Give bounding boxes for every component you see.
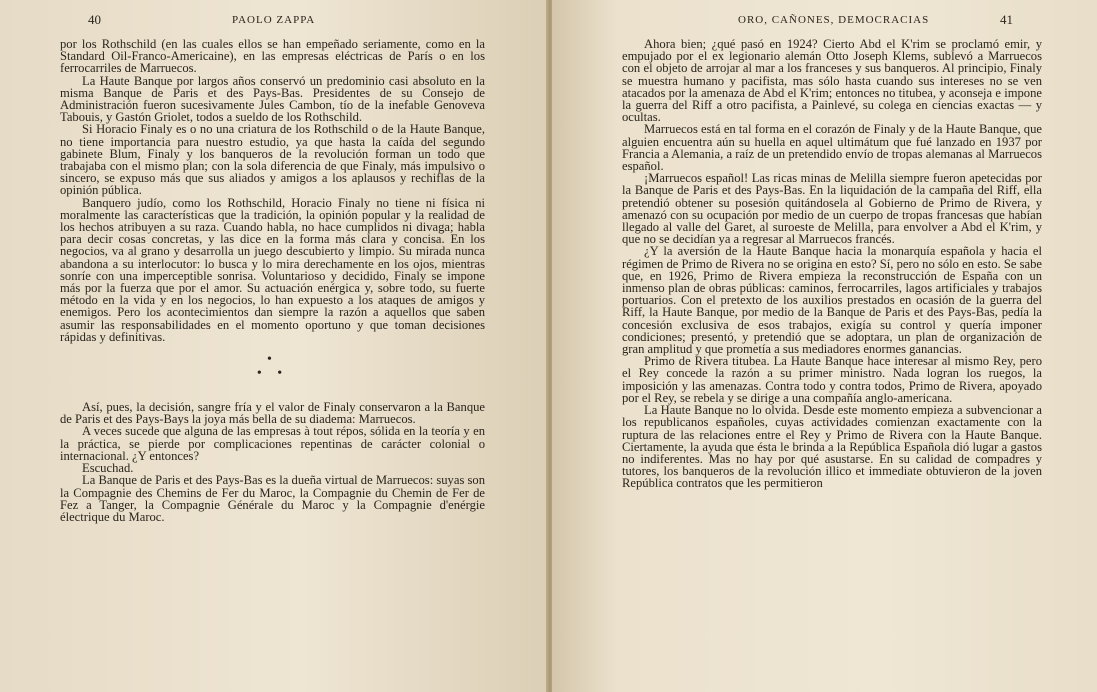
page-number-right: 41: [1000, 12, 1013, 27]
paragraph: Primo de Rivera titubea. La Haute Banque hace interesar al mismo Rey, pero el Rey concede la razón a su primer ministro. Nada logran los ruegos, la imposición y las amenazas. Contra todo y contra todos, Primo de Rivera, apoyado por el Rey, se rebela y se dirige a una compañía anglo-americana.: [622, 354, 1042, 405]
paragraph: La Haute Banque no lo olvida. Desde este momento empieza a subvencionar a los republicanos españoles, cuyas actividades comienzan exactamente con la ruptura de las relaciones entre el Rey y Primo de Rivera con la Haute Banque. Ciertamente, la ayuda que ésta le brinda a la República Española dió lugar a gastos no indiferentes. Mas no hay por qué asustarse. En su calidad de compadres y tutores, los banqueros de la revolución illico et immediate obtuvieron de la joven República contratos que les permitieron: [622, 403, 1042, 491]
paragraph: La Haute Banque por largos años conservó un predominio casi absoluto en la misma Banque de Paris et des Pays-Bas. Presidentes de su Consejo de Administración fueron sucesivamente Jules Cambon, tío de la inefable Genoveva Tabouis, y Gastón Griolet, todos a sueldo de los Rothschild.: [60, 73, 485, 125]
running-head-left: PAOLO ZAPPA: [232, 14, 316, 26]
left-page: [0, 0, 548, 692]
right-page: [552, 0, 1097, 692]
paragraph: Si Horacio Finaly es o no una criatura de los Rothschild o de la Haute Banque, no tiene importancia para nuestro estudio, ya que hasta la caída del segundo gabinete Blum, Finaly y los banqueros de la revolución forman un todo que trabajaba con el mismo plan; con la sola diferencia de que Finaly, más impulsivo o sincero, se expuso más que sus aliados y amigos a los aplausos y rechiflas de la opinión pública.: [60, 122, 485, 198]
right-body-text: [622, 38, 1042, 490]
running-head-right: ORO, CAÑONES, DEMOCRACIAS: [738, 14, 930, 26]
paragraph: Así, pues, la decisión, sangre fría y el valor de Finaly conservaron a la Banque de Paris et des Pays-Bays la joya más bella de su diadema: Marruecos.: [60, 400, 485, 427]
page-number-left: 40: [88, 12, 101, 27]
section-separator: [60, 353, 485, 381]
paragraph: Ahora bien; ¿qué pasó en 1924? Cierto Abd el K'rim se proclamó emir, y empujado por el ex legionario alemán Otto Joseph Klems, sublevó a Marruecos con el objeto de arrojar al mar a los franceses y sus banqueros. Al principio, Finaly se muestra humano y pacifista, mas sólo hasta cuando sus intereses no se ven atacados por la amenaza de Abd el K'rim; entonces no titubea, y aconseja e impone la guerra del Riff a otro pacifista, a Painlevé, su colega en ciencias exactas — y ocultas.: [622, 37, 1042, 125]
paragraph: por los Rothschild (en las cuales ellos se han empeñado seriamente, como en la Standard Oil-Franco-Americaine), en las empresas eléctricas de París o en los ferrocarriles de Marruecos.: [60, 37, 485, 76]
paragraph: ¿Y la aversión de la Haute Banque hacia la monarquía española y hacia el régimen de Primo de Rivera no se origina en esto? Sí, pero no sólo en esto. Se sabe que, en 1926, Primo de Rivera empieza la reconstrucción de España con un inmenso plan de obras públicas: caminos, ferrocarriles, lagos artificiales y trabajos portuarios. Con el pretexto de los auxilios prestados en ocasión de la guerra del Riff, la Haute Banque, por medio de la Banque de Paris et des Pays-Bas, pedía la concesión exclusiva de esos trabajos, exigía su control y quería imponer condiciones; presentó, y pretendió que se adoptara, un plan de organización de gran amplitud y que prometía a sus mediadores enormes ganancias.: [622, 244, 1042, 357]
separator-line: • •: [256, 366, 289, 382]
paragraph: A veces sucede que alguna de las empresas à tout répos, sólida en la teoría y en la práctica, se pierde por complicaciones repentinas de carácter colonial o internacional. ¿Y entonces?: [60, 424, 485, 463]
paragraph: La Banque de Paris et des Pays-Bas es la dueña virtual de Marruecos: suyas son la Compagnie des Chemins de Fer du Maroc, la Compagnie du Chemin de Fer de Fez a Tanger, la Compagnie Générale du Maroc y la Compagnie d'enérgie électrique du Maroc.: [60, 473, 485, 524]
left-body-text: [60, 38, 485, 523]
paragraph: Marruecos está en tal forma en el corazón de Finaly y de la Haute Banque, que alguien encuentra aún su huella en aquel ultimátum que fué lanzado en 1937 por Francia a Alemania, a raíz de un pretendido envío de tropas alemanas al Marruecos español.: [622, 122, 1042, 174]
paragraph: Escuchad.: [82, 461, 134, 476]
paragraph: ¡Marruecos español! Las ricas minas de Melilla siempre fueron apetecidas por la Banque de Paris et des Pays-Bas. En la liquidación de la campaña del Riff, ella pretendió obtener su posesión quitándosela al Gobierno de Primo de Rivera, y amenazó con su ocupación por medio de un cuerpo de tropas francesas que habían llegado al valle del Garet, al suroeste de Melilla, para envolver a Abd el K'rim, y que no se decidían ya a regresar al Marruecos francés.: [622, 171, 1042, 247]
paragraph: Banquero judío, como los Rothschild, Horacio Finaly no tiene ni física ni moralmente las características que la tradición, la opinión popular y la realidad de los hechos atribuyen a su raza. Cuando habla, no hace cumplidos ni divaga; habla para decir cosas concretas, y las dice en la forma más clara y concisa. En los negocios, va al grano y desarrolla un juego descubierto y limpio. Su mirada nunca abandona a su interlocutor: lo busca y lo mira derechamente en los ojos, mientras sonríe con una imperceptible sonrisa. Voluntarioso y decidido, Finaly se impone más por la fuerza que por el amor. Su actuación enérgica y, sobre todo, su fuerte método en la vida y en los negocios, lo han expuesto a los ataques de amigos y enemigos. Pero los acontecimientos dan siempre la razón a aquellos que saben asumir las responsabilidades en el momento oportuno y que toman decisiones rápidas y definitivas.: [60, 195, 485, 344]
separator-line: •: [267, 352, 278, 368]
